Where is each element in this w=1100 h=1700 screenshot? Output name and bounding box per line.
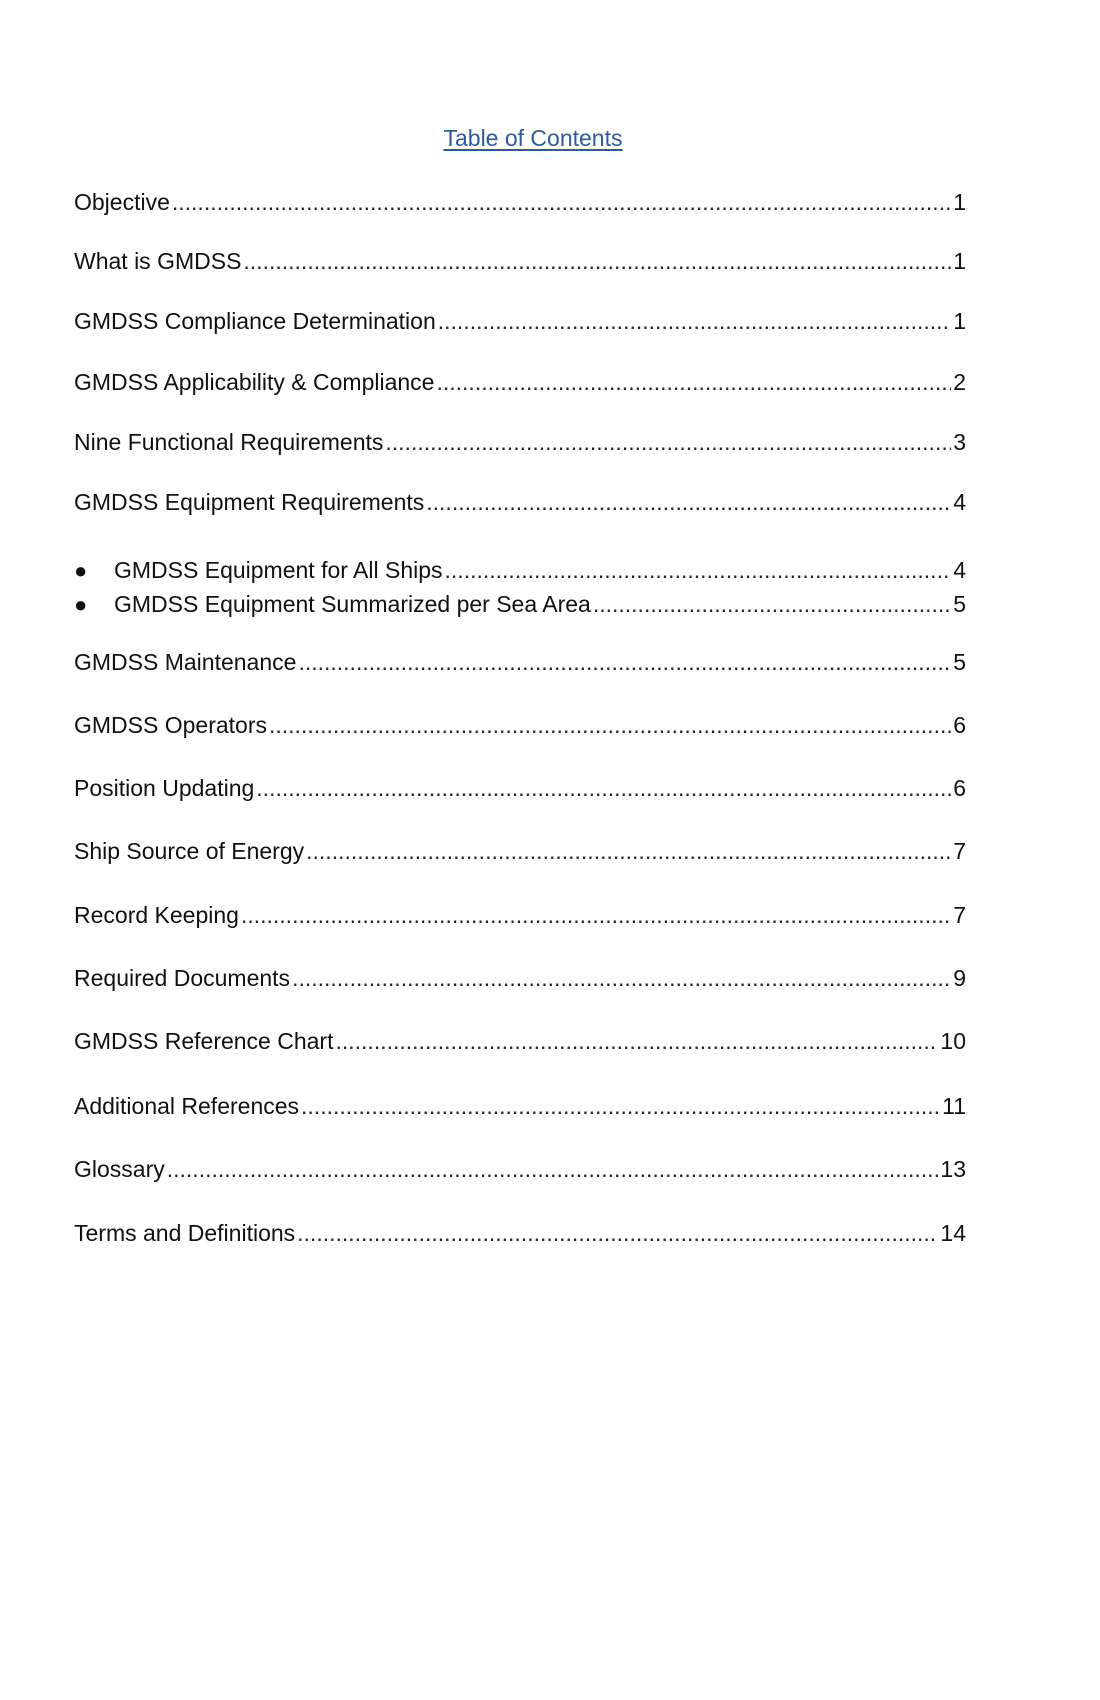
toc-entry-label: Additional References <box>74 1093 300 1119</box>
toc-page-number: 4 <box>953 489 966 515</box>
toc-entry-label: GMDSS Equipment Summarized per Sea Area <box>114 591 591 617</box>
toc-page-number: 10 <box>940 1028 966 1054</box>
toc-entry-label: Required Documents <box>74 965 291 991</box>
toc-page-number: 2 <box>953 369 966 395</box>
toc-entry[interactable] <box>74 1091 966 1121</box>
toc-entry[interactable] <box>74 773 966 803</box>
toc-page-number: 7 <box>953 838 966 864</box>
dot-leader <box>445 555 952 585</box>
dot-leader <box>292 963 951 993</box>
toc-page-number: 1 <box>953 189 966 215</box>
dot-leader <box>301 1091 940 1121</box>
toc-entry[interactable] <box>74 647 966 677</box>
toc-entry-label: GMDSS Applicability & Compliance <box>74 369 435 395</box>
dot-leader <box>256 773 951 803</box>
toc-page-number: 5 <box>953 591 966 617</box>
bullet-icon: ● <box>74 592 88 617</box>
toc-entry-label: GMDSS Maintenance <box>74 649 297 675</box>
dot-leader <box>298 647 951 677</box>
toc-entry-label: Ship Source of Energy <box>74 838 305 864</box>
toc-page-number: 4 <box>953 557 966 583</box>
dot-leader <box>167 1154 939 1184</box>
toc-entry-label: GMDSS Equipment Requirements <box>74 489 425 515</box>
dot-leader <box>335 1026 938 1056</box>
toc-entry[interactable] <box>74 836 966 866</box>
toc-subentry[interactable] <box>74 589 966 619</box>
toc-page-number: 7 <box>953 902 966 928</box>
dot-leader <box>593 589 951 619</box>
toc-page-number: 13 <box>940 1156 966 1182</box>
toc-entry[interactable] <box>74 1218 966 1248</box>
dot-leader <box>436 367 951 397</box>
toc-page-number: 6 <box>953 775 966 801</box>
toc-entry[interactable] <box>74 306 966 336</box>
dot-leader <box>172 187 951 217</box>
toc-entry-label: Objective <box>74 189 170 215</box>
toc-entry-label: Position Updating <box>74 775 255 801</box>
toc-entry[interactable] <box>74 246 966 276</box>
toc-entry-label: GMDSS Operators <box>74 712 267 738</box>
toc-entry[interactable] <box>74 367 966 397</box>
dot-leader <box>241 900 951 930</box>
toc-page-number: 9 <box>953 965 966 991</box>
toc-entry-label: Terms and Definitions <box>74 1220 296 1246</box>
toc-entry-label: Glossary <box>74 1156 165 1182</box>
dot-leader <box>269 710 951 740</box>
toc-page-number: 3 <box>953 429 966 455</box>
dot-leader <box>426 487 951 517</box>
bullet-icon: ● <box>74 558 88 583</box>
toc-entry-label: GMDSS Equipment for All Ships <box>114 557 443 583</box>
toc-entry[interactable] <box>74 900 966 930</box>
toc-entry-label: GMDSS Reference Chart <box>74 1028 334 1054</box>
toc-entry-label: GMDSS Compliance Determination <box>74 308 436 334</box>
toc-page-number: 14 <box>940 1220 966 1246</box>
toc-entry[interactable] <box>74 187 966 217</box>
toc-title-link[interactable]: Table of Contents <box>443 125 623 151</box>
toc-entry[interactable] <box>74 427 966 457</box>
toc-page-number: 6 <box>953 712 966 738</box>
toc-entry[interactable] <box>74 1154 966 1184</box>
toc-page-number: 1 <box>953 308 966 334</box>
toc-page-number: 5 <box>953 649 966 675</box>
toc-entry-label: Nine Functional Requirements <box>74 429 384 455</box>
dot-leader <box>297 1218 938 1248</box>
toc-entry-label: What is GMDSS <box>74 248 242 274</box>
dot-leader <box>438 306 951 336</box>
dot-leader <box>243 246 951 276</box>
toc-entry[interactable] <box>74 487 966 517</box>
toc-subentry[interactable] <box>74 555 966 585</box>
page-title <box>0 123 1066 153</box>
dot-leader <box>385 427 951 457</box>
toc-page-number: 11 <box>942 1093 966 1119</box>
toc-entry[interactable] <box>74 710 966 740</box>
toc-page-number: 1 <box>953 248 966 274</box>
dot-leader <box>306 836 951 866</box>
toc-entry[interactable] <box>74 1026 966 1056</box>
toc-entry-label: Record Keeping <box>74 902 239 928</box>
toc-entry[interactable] <box>74 963 966 993</box>
